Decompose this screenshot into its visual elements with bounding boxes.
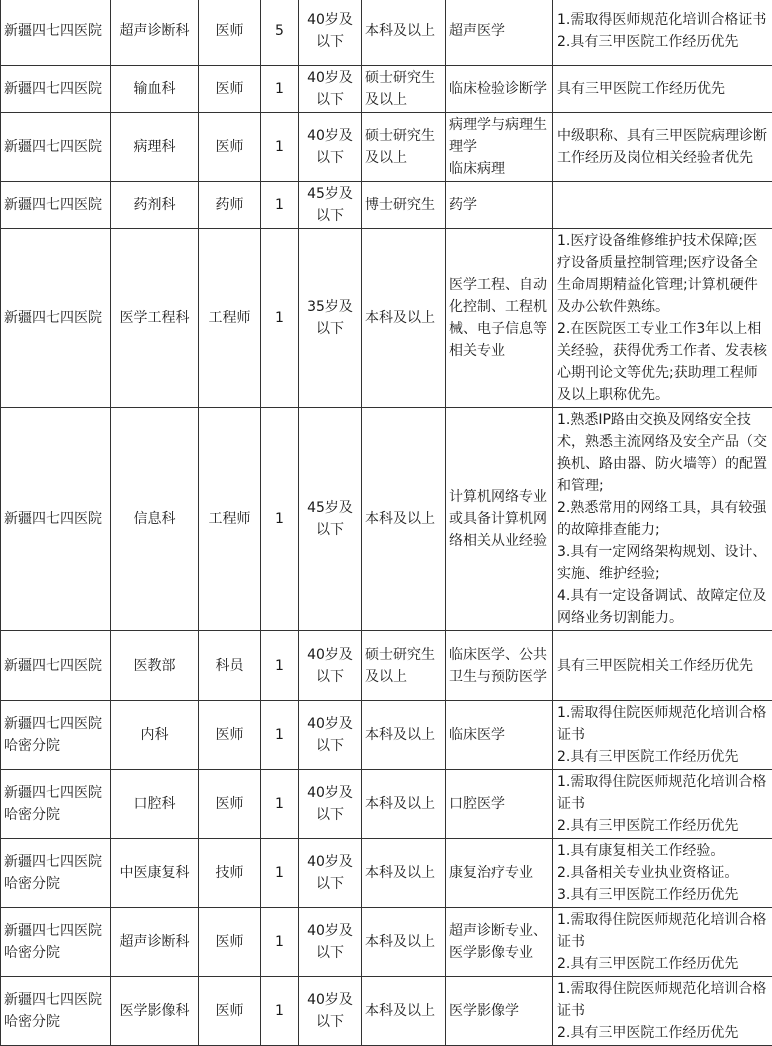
hospital-cell: 新疆四七四医院哈密分院: [1, 770, 111, 839]
hospital-cell: 新疆四七四医院哈密分院: [1, 839, 111, 908]
position-cell: 医师: [199, 113, 261, 182]
major-cell: 超声医学: [446, 0, 553, 66]
education-cell: 本科及以上: [362, 0, 446, 66]
major-cell: 超声诊断专业、医学影像专业: [446, 908, 553, 977]
education-cell: 硕士研究生及以上: [362, 66, 446, 113]
position-cell: 医师: [199, 977, 261, 1046]
department-cell: 中医康复科: [111, 839, 199, 908]
table-row: [1, 66, 772, 113]
headcount-cell: 1: [261, 908, 299, 977]
major-cell: 临床医学: [446, 701, 553, 770]
education-cell: 本科及以上: [362, 839, 446, 908]
headcount-cell: 1: [261, 229, 299, 408]
position-cell: 医师: [199, 701, 261, 770]
headcount-cell: 1: [261, 408, 299, 631]
major-cell: 临床检验诊断学: [446, 66, 553, 113]
education-cell: 本科及以上: [362, 770, 446, 839]
hospital-cell: 新疆四七四医院哈密分院: [1, 908, 111, 977]
table-row: [1, 908, 772, 977]
age-requirement-cell: 40岁及以下: [299, 113, 362, 182]
hospital-cell: 新疆四七四医院: [1, 182, 111, 229]
department-cell: 超声诊断科: [111, 908, 199, 977]
headcount-cell: 1: [261, 113, 299, 182]
major-cell: 医学影像学: [446, 977, 553, 1046]
major-cell: 药学: [446, 182, 553, 229]
headcount-cell: 1: [261, 701, 299, 770]
table-row: [1, 113, 772, 182]
hospital-cell: 新疆四七四医院: [1, 0, 111, 66]
education-cell: 本科及以上: [362, 229, 446, 408]
requirements-cell: 1.需取得住院医师规范化培训合格证书 2.具有三甲医院工作经历优先: [553, 908, 772, 977]
department-cell: 医教部: [111, 631, 199, 701]
age-requirement-cell: 40岁及以下: [299, 908, 362, 977]
position-cell: 医师: [199, 66, 261, 113]
major-cell: 医学工程、自动化控制、工程机械、电子信息等相关专业: [446, 229, 553, 408]
department-cell: 病理科: [111, 113, 199, 182]
age-requirement-cell: 40岁及以下: [299, 770, 362, 839]
department-cell: 信息科: [111, 408, 199, 631]
table-row: [1, 0, 772, 66]
major-cell: 临床医学、公共卫生与预防医学: [446, 631, 553, 701]
hospital-cell: 新疆四七四医院哈密分院: [1, 977, 111, 1046]
table-row: [1, 229, 772, 408]
requirements-cell: 中级职称、具有三甲医院病理诊断工作经历及岗位相关经验者优先: [553, 113, 772, 182]
headcount-cell: 1: [261, 182, 299, 229]
education-cell: 硕士研究生及以上: [362, 631, 446, 701]
table-row: [1, 977, 772, 1046]
department-cell: 医学影像科: [111, 977, 199, 1046]
requirements-cell: 1.需取得住院医师规范化培训合格证书 2.具有三甲医院工作经历优先: [553, 701, 772, 770]
education-cell: 博士研究生: [362, 182, 446, 229]
age-requirement-cell: 45岁及以下: [299, 182, 362, 229]
age-requirement-cell: 40岁及以下: [299, 631, 362, 701]
hospital-cell: 新疆四七四医院哈密分院: [1, 701, 111, 770]
age-requirement-cell: 35岁及以下: [299, 229, 362, 408]
hospital-cell: 新疆四七四医院: [1, 408, 111, 631]
table-row: [1, 182, 772, 229]
department-cell: 超声诊断科: [111, 0, 199, 66]
education-cell: 本科及以上: [362, 977, 446, 1046]
major-cell: 康复治疗专业: [446, 839, 553, 908]
hospital-cell: 新疆四七四医院: [1, 66, 111, 113]
headcount-cell: 5: [261, 0, 299, 66]
hospital-cell: 新疆四七四医院: [1, 113, 111, 182]
requirements-cell: 1.需取得住院医师规范化培训合格证书 2.具有三甲医院工作经历优先: [553, 977, 772, 1046]
requirements-cell: [553, 182, 772, 229]
position-cell: 工程师: [199, 408, 261, 631]
position-cell: 科员: [199, 631, 261, 701]
requirements-cell: 1.具有康复相关工作经验。 2.具备相关专业执业资格证。 3.具有三甲医院工作经历优先: [553, 839, 772, 908]
requirements-cell: 1.需取得医师规范化培训合格证书 2.具有三甲医院工作经历优先: [553, 0, 772, 66]
major-cell: 病理学与病理生理学 临床病理: [446, 113, 553, 182]
requirements-cell: 1.需取得住院医师规范化培训合格证书 2.具有三甲医院工作经历优先: [553, 770, 772, 839]
education-cell: 本科及以上: [362, 908, 446, 977]
age-requirement-cell: 40岁及以下: [299, 839, 362, 908]
education-cell: 硕士研究生及以上: [362, 113, 446, 182]
headcount-cell: 1: [261, 839, 299, 908]
position-cell: 技师: [199, 839, 261, 908]
department-cell: 内科: [111, 701, 199, 770]
age-requirement-cell: 40岁及以下: [299, 66, 362, 113]
table-row: [1, 701, 772, 770]
requirements-cell: 1.熟悉IP路由交换及网络安全技术，熟悉主流网络及安全产品（交换机、路由器、防火墙等）的配置和管理; 2.熟悉常用的网络工具，具有较强的故障排查能力; 3.具有一定网络架构规划、设计、实施、维护经验; 4.具有一定设备调试、故障定位及网络业务切割能力。: [553, 408, 772, 631]
hospital-cell: 新疆四七四医院: [1, 229, 111, 408]
major-cell: 口腔医学: [446, 770, 553, 839]
age-requirement-cell: 40岁及以下: [299, 701, 362, 770]
position-cell: 医师: [199, 770, 261, 839]
department-cell: 输血科: [111, 66, 199, 113]
table-row: [1, 839, 772, 908]
hospital-cell: 新疆四七四医院: [1, 631, 111, 701]
education-cell: 本科及以上: [362, 408, 446, 631]
age-requirement-cell: 45岁及以下: [299, 408, 362, 631]
department-cell: 药剂科: [111, 182, 199, 229]
position-cell: 医师: [199, 0, 261, 66]
headcount-cell: 1: [261, 66, 299, 113]
headcount-cell: 1: [261, 631, 299, 701]
headcount-cell: 1: [261, 770, 299, 839]
position-cell: 工程师: [199, 229, 261, 408]
position-cell: 医师: [199, 908, 261, 977]
headcount-cell: 1: [261, 977, 299, 1046]
education-cell: 本科及以上: [362, 701, 446, 770]
department-cell: 医学工程科: [111, 229, 199, 408]
requirements-cell: 具有三甲医院相关工作经历优先: [553, 631, 772, 701]
department-cell: 口腔科: [111, 770, 199, 839]
position-cell: 药师: [199, 182, 261, 229]
age-requirement-cell: 40岁及以下: [299, 0, 362, 66]
table-body: [1, 0, 772, 1046]
table-row: [1, 408, 772, 631]
major-cell: 计算机网络专业或具备计算机网络相关从业经验: [446, 408, 553, 631]
requirements-cell: 1.医疗设备维修维护技术保障;医疗设备质量控制管理;医疗设备全生命周期精益化管理;计算机硬件及办公软件熟练。 2.在医院医工专业工作3年以上相关经验，获得优秀工作者、发表核心期刊论文等优先;获助理工程师及以上职称优先。: [553, 229, 772, 408]
age-requirement-cell: 40岁及以下: [299, 977, 362, 1046]
table-row: [1, 631, 772, 701]
requirements-cell: 具有三甲医院工作经历优先: [553, 66, 772, 113]
table-row: [1, 770, 772, 839]
